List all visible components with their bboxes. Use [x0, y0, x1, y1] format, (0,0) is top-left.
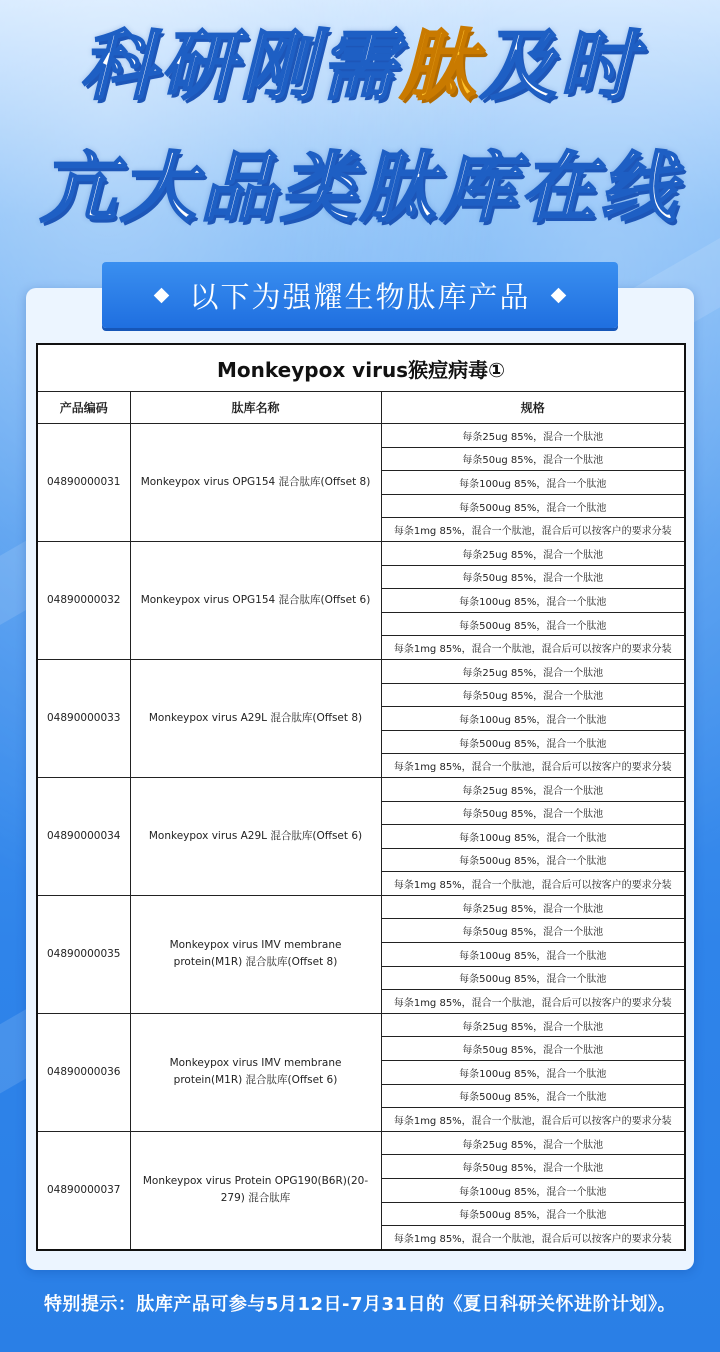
library-name: Monkeypox virus Protein OPG190(B6R)(20-279) 混合肽库: [130, 1131, 381, 1249]
product-code: 04890000034: [37, 777, 130, 895]
spec-cell: 每条100ug 85%，混合一个肽池: [381, 825, 685, 849]
spec-cell: 每条50ug 85%，混合一个肽池: [381, 447, 685, 471]
library-name: Monkeypox virus IMV membrane protein(M1R) 混合肽库(Offset 6): [130, 1013, 381, 1131]
library-name: Monkeypox virus A29L 混合肽库(Offset 6): [130, 777, 381, 895]
headline-line-2: 亢大品类肽库在线: [40, 143, 680, 232]
spec-cell: 每条1mg 85%，混合一个肽池，混合后可以按客户的要求分装: [381, 1226, 685, 1250]
table-row: [37, 659, 685, 683]
table-row: [37, 1131, 685, 1155]
spec-cell: 每条100ug 85%，混合一个肽池: [381, 707, 685, 731]
spec-cell: 每条100ug 85%，混合一个肽池: [381, 943, 685, 967]
column-header-spec: 规格: [381, 392, 685, 424]
table-row: [37, 424, 685, 448]
table-row: [37, 541, 685, 565]
spec-cell: 每条500ug 85%，混合一个肽池: [381, 730, 685, 754]
product-code: 04890000033: [37, 659, 130, 777]
spec-cell: 每条100ug 85%，混合一个肽池: [381, 471, 685, 495]
spec-cell: 每条25ug 85%，混合一个肽池: [381, 659, 685, 683]
library-name: Monkeypox virus A29L 混合肽库(Offset 8): [130, 659, 381, 777]
spec-cell: 每条50ug 85%，混合一个肽池: [381, 565, 685, 589]
headline-part: 科研刚需: [80, 21, 400, 110]
spec-cell: 每条500ug 85%，混合一个肽池: [381, 848, 685, 872]
product-code: 04890000032: [37, 541, 130, 659]
spec-cell: 每条500ug 85%，混合一个肽池: [381, 494, 685, 518]
spec-cell: 每条100ug 85%，混合一个肽池: [381, 589, 685, 613]
spec-cell: 每条25ug 85%，混合一个肽池: [381, 424, 685, 448]
section-banner: [102, 262, 618, 328]
spec-cell: 每条25ug 85%，混合一个肽池: [381, 1013, 685, 1037]
spec-cell: 每条25ug 85%，混合一个肽池: [381, 1131, 685, 1155]
table-row: [37, 1013, 685, 1037]
column-header-code: 产品编码: [37, 392, 130, 424]
library-name: Monkeypox virus OPG154 混合肽库(Offset 6): [130, 541, 381, 659]
spec-cell: 每条1mg 85%，混合一个肽池，混合后可以按客户的要求分装: [381, 754, 685, 778]
spec-cell: 每条500ug 85%，混合一个肽池: [381, 1202, 685, 1226]
spec-cell: 每条25ug 85%，混合一个肽池: [381, 541, 685, 565]
spec-cell: 每条25ug 85%，混合一个肽池: [381, 777, 685, 801]
spec-cell: 每条50ug 85%，混合一个肽池: [381, 1155, 685, 1179]
library-name: Monkeypox virus IMV membrane protein(M1R) 混合肽库(Offset 8): [130, 895, 381, 1013]
banner-text: 以下为强耀生物肽库产品: [189, 279, 531, 314]
product-code: 04890000036: [37, 1013, 130, 1131]
spec-cell: 每条500ug 85%，混合一个肽池: [381, 612, 685, 636]
diamond-icon: [154, 287, 170, 303]
column-header-name: 肽库名称: [130, 392, 381, 424]
table-caption: Monkeypox virus猴痘病毒①: [37, 344, 685, 392]
table-row: [37, 895, 685, 919]
spec-cell: 每条50ug 85%，混合一个肽池: [381, 1037, 685, 1061]
product-code: 04890000031: [37, 424, 130, 542]
table-row: [37, 777, 685, 801]
spec-cell: 每条1mg 85%，混合一个肽池，混合后可以按客户的要求分装: [381, 872, 685, 896]
spec-cell: 每条500ug 85%，混合一个肽池: [381, 1084, 685, 1108]
spec-cell: 每条100ug 85%，混合一个肽池: [381, 1061, 685, 1085]
footer-notice: 特别提示：肽库产品可参与5月12日-7月31日的《夏日科研关怀进阶计划》。: [43, 1294, 677, 1315]
headline-part: 及时: [480, 21, 640, 110]
spec-cell: 每条25ug 85%，混合一个肽池: [381, 895, 685, 919]
product-code: 04890000035: [37, 895, 130, 1013]
spec-cell: 每条50ug 85%，混合一个肽池: [381, 683, 685, 707]
spec-cell: 每条100ug 85%，混合一个肽池: [381, 1179, 685, 1203]
product-code: 04890000037: [37, 1131, 130, 1249]
spec-cell: 每条500ug 85%，混合一个肽池: [381, 966, 685, 990]
headline-highlight: 肽: [400, 21, 480, 110]
spec-cell: 每条1mg 85%，混合一个肽池，混合后可以按客户的要求分装: [381, 1108, 685, 1132]
spec-cell: 每条50ug 85%，混合一个肽池: [381, 919, 685, 943]
spec-cell: 每条1mg 85%，混合一个肽池，混合后可以按客户的要求分装: [381, 636, 685, 660]
spec-cell: 每条50ug 85%，混合一个肽池: [381, 801, 685, 825]
product-table: [36, 343, 686, 1251]
spec-cell: 每条1mg 85%，混合一个肽池，混合后可以按客户的要求分装: [381, 990, 685, 1014]
diamond-icon: [550, 287, 566, 303]
library-name: Monkeypox virus OPG154 混合肽库(Offset 8): [130, 424, 381, 542]
spec-cell: 每条1mg 85%，混合一个肽池，混合后可以按客户的要求分装: [381, 518, 685, 542]
headline-line-1: [0, 21, 720, 110]
